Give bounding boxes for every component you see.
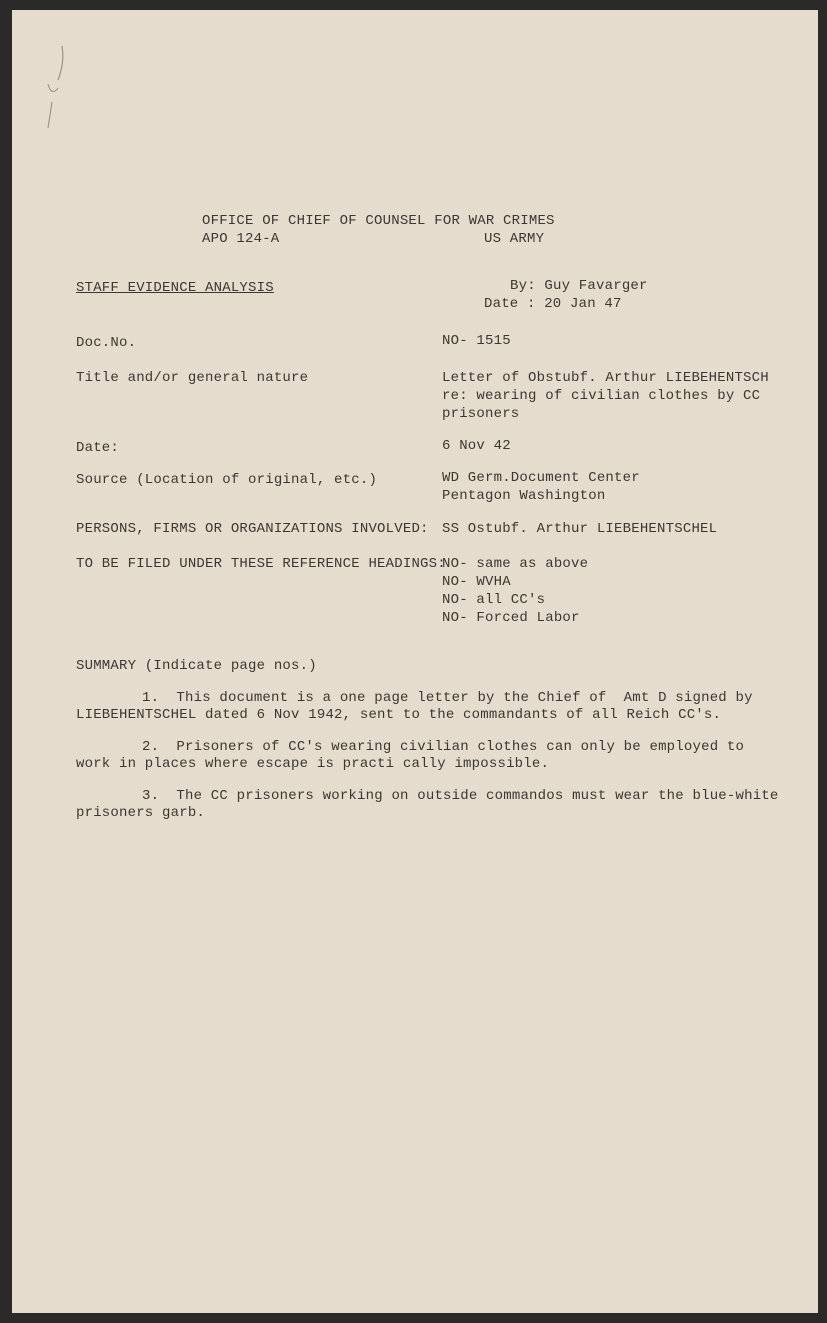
summary-heading: SUMMARY (Indicate page nos.) [76,658,317,674]
date-label: Date: [76,440,120,456]
source-value-line: Pentagon Washington [442,488,606,504]
doc-no-value: NO- 1515 [442,333,511,349]
source-value-line: WD Germ.Document Center [442,470,640,486]
analysis-by: By: Guy Favarger [510,278,648,294]
title-value-line: Letter of Obstubf. Arthur LIEBEHENTSCH [442,370,769,386]
date-value: 6 Nov 42 [442,438,511,454]
analysis-date: Date : 20 Jan 47 [484,296,622,312]
title-label: Title and/or general nature [76,370,309,386]
summary-paragraph-2-line: work in places where escape is practi cally impossible. [76,756,550,772]
header-army: US ARMY [484,231,545,247]
header-office: OFFICE OF CHIEF OF COUNSEL FOR WAR CRIMES [202,213,555,229]
document-page [12,10,818,1313]
pencil-mark-icon [40,40,80,130]
title-value-line: prisoners [442,406,520,422]
filed-value-line: NO- Forced Labor [442,610,580,626]
summary-paragraph-3-line: prisoners garb. [76,805,206,821]
title-value-line: re: wearing of civilian clothes by CC [442,388,761,404]
filed-value-line: NO- WVHA [442,574,511,590]
filed-value-line: NO- all CC's [442,592,546,608]
summary-paragraph-1-line: 1. This document is a one page letter by the Chief of Amt D signed by [142,690,753,706]
header-apo: APO 124-A [202,231,280,247]
analysis-title: STAFF EVIDENCE ANALYSIS [76,280,274,296]
filed-value-line: NO- same as above [442,556,589,572]
summary-paragraph-3-line: 3. The CC prisoners working on outside commandos must wear the blue-white [142,788,779,804]
doc-no-label: Doc.No. [76,335,137,351]
summary-paragraph-1-line: LIEBEHENTSCHEL dated 6 Nov 1942, sent to the commandants of all Reich CC's. [76,707,722,723]
persons-value: SS Ostubf. Arthur LIEBEHENTSCHEL [442,521,718,537]
summary-paragraph-2-line: 2. Prisoners of CC's wearing civilian clothes can only be employed to [142,739,745,755]
source-label: Source (Location of original, etc.) [76,472,378,488]
persons-label: PERSONS, FIRMS OR ORGANIZATIONS INVOLVED: [76,521,429,537]
filed-label: TO BE FILED UNDER THESE REFERENCE HEADINGS: [76,556,446,572]
